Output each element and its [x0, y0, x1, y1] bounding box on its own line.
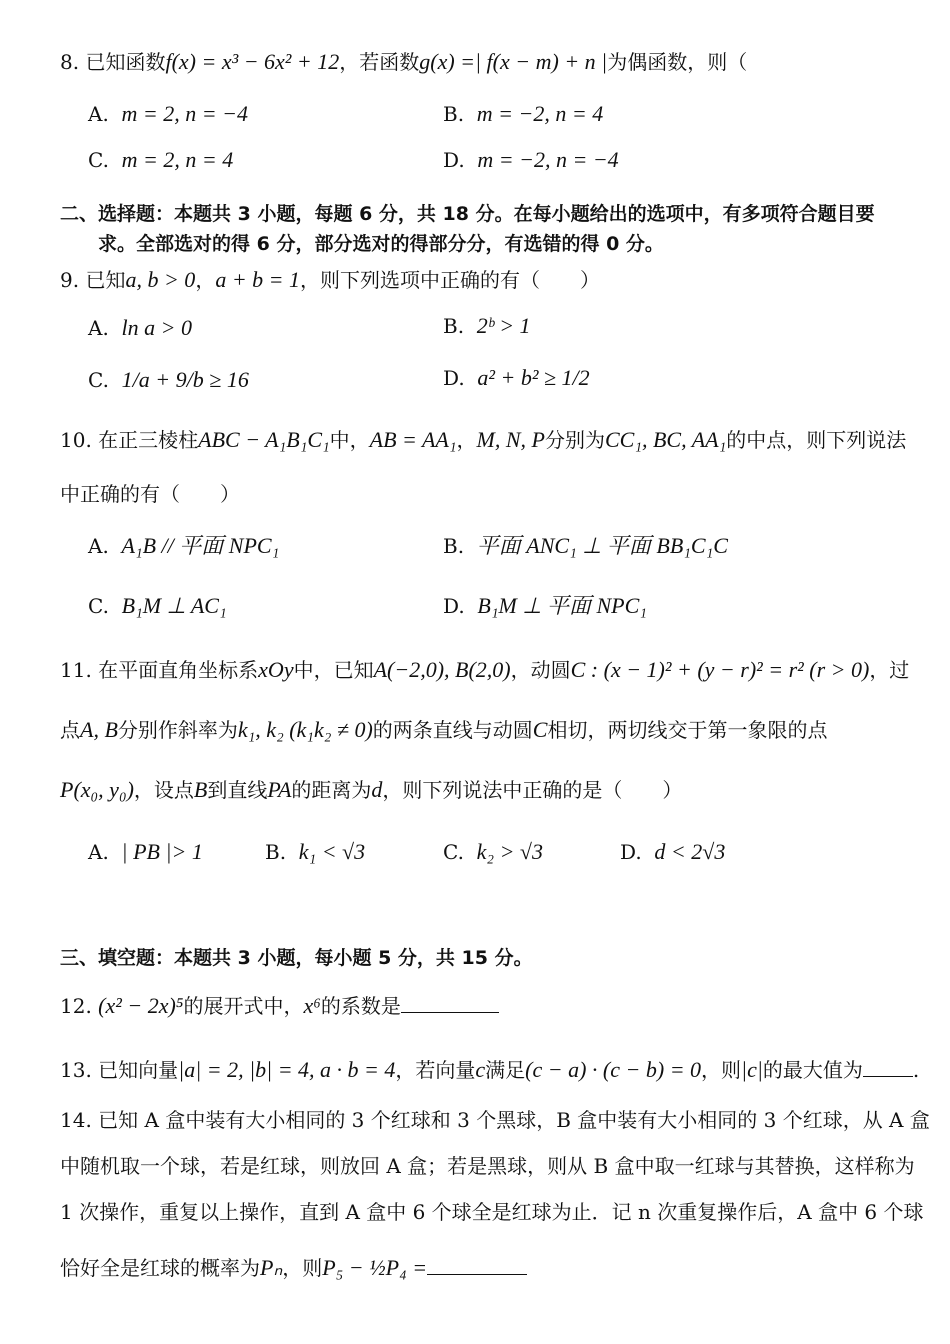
- option-value: B₁M ⊥ AC₁: [121, 593, 227, 618]
- q10-text: ，: [456, 428, 477, 452]
- q14-answer-blank[interactable]: [427, 1252, 527, 1275]
- q10-option-b: [443, 532, 728, 560]
- q11-text: 相切，两切线交于第一象限的点: [547, 718, 828, 742]
- q9-text: ，: [195, 268, 216, 292]
- section-2-heading-cont: 求。全部选对的得 6 分，部分选对的得部分分，有选错的得 0 分。: [98, 233, 664, 255]
- q10-midpoints: CC₁, BC, AA₁: [604, 427, 727, 452]
- option-value: m = −2, n = −4: [477, 147, 619, 172]
- question-10-stem: [60, 426, 906, 454]
- q8-function-f: f(x) = x³ − 6x² + 12: [165, 49, 340, 74]
- q13-text: ，若向量: [395, 1058, 476, 1082]
- q14-text: 已知 A 盒中装有大小相同的 3 个红球和 3 个黑球，B 盒中装有大小相同的 3 个红球，从 A 盒: [98, 1108, 930, 1132]
- option-value: | PB |> 1: [121, 839, 203, 864]
- q12-text: 的系数是: [320, 994, 401, 1018]
- option-value: d < 2√3: [654, 839, 726, 864]
- q11-number: 11.: [60, 658, 92, 682]
- q14-text: 恰好全是红球的概率为: [60, 1256, 260, 1280]
- option-value: 2ᵇ > 1: [476, 313, 531, 338]
- q8-option-d: [443, 146, 619, 174]
- q11-option-a: [88, 838, 203, 866]
- q14-text: ，则: [282, 1256, 323, 1280]
- q12-term: x⁶: [303, 993, 321, 1018]
- q10-text: 的中点，则下列说法: [726, 428, 907, 452]
- q10-text: 在正三棱柱: [98, 428, 199, 452]
- option-value: 平面 ANC₁ ⊥ 平面 BB₁C₁C: [476, 533, 728, 558]
- q13-text: ，则: [701, 1058, 742, 1082]
- q11-text: 到直线: [207, 778, 268, 802]
- q14-number: 14.: [60, 1108, 92, 1132]
- q11-text: ，过: [869, 658, 910, 682]
- question-8-stem: [60, 48, 747, 76]
- q12-text: 的展开式中，: [183, 994, 304, 1018]
- q11-option-b: [265, 838, 365, 866]
- q12-answer-blank[interactable]: [401, 990, 499, 1013]
- q8-option-a: [88, 100, 248, 128]
- q13-vector-c: c: [475, 1057, 486, 1082]
- q8-option-c: [88, 146, 233, 174]
- q11-text: 在平面直角坐标系: [98, 658, 259, 682]
- q13-given-vectors: |a| = 2, |b| = 4, a · b = 4: [178, 1057, 396, 1082]
- option-value: 1/a + 9/b ≥ 16: [121, 367, 249, 392]
- q13-number: 13.: [60, 1058, 92, 1082]
- q10-prism: ABC − A₁B₁C₁: [198, 427, 330, 452]
- q11-text: 点: [60, 718, 80, 742]
- q11-math: A, B: [80, 717, 118, 742]
- q10-number: 10.: [60, 428, 92, 452]
- option-label: C.: [88, 148, 109, 172]
- q10-text: 中，: [329, 428, 370, 452]
- q9-condition: a, b > 0: [125, 267, 196, 292]
- question-12-stem: [60, 990, 499, 1020]
- option-label: C.: [88, 368, 109, 392]
- q13-text: 的最大值为: [762, 1058, 863, 1082]
- q9-option-a: [88, 314, 192, 342]
- option-label: A.: [88, 102, 109, 126]
- q11-circle-equation: C : (x − 1)² + (y − r)² = r² (r > 0): [570, 657, 870, 682]
- q11-option-d: [620, 838, 725, 866]
- option-value: m = 2, n = −4: [121, 101, 248, 126]
- q11-math: d: [371, 777, 383, 802]
- q8-number: 8.: [60, 50, 80, 74]
- q8-text: 已知函数: [85, 50, 166, 74]
- q11-math: xOy: [258, 657, 294, 682]
- question-14-line4: [60, 1252, 527, 1282]
- q11-text: 的距离为: [291, 778, 372, 802]
- q9-option-b: [443, 312, 531, 340]
- option-label: C.: [443, 840, 464, 864]
- question-9-stem: [60, 266, 600, 294]
- q10-points: M, N, P: [476, 427, 545, 452]
- question-14-stem: [60, 1106, 930, 1134]
- q9-option-d: [443, 364, 590, 392]
- option-label: A.: [88, 316, 109, 340]
- q9-text: 已知: [85, 268, 126, 292]
- question-11-stem-line3: [60, 776, 682, 804]
- option-label: B.: [265, 840, 287, 864]
- q11-math: P(x₀, y₀): [60, 777, 134, 802]
- option-label: D.: [443, 148, 465, 172]
- q14-expression: P₅ − ½P₄ =: [322, 1255, 428, 1280]
- section-3-heading: 三、填空题：本题共 3 小题，每小题 5 分，共 15 分。: [60, 947, 533, 969]
- question-11-stem: [60, 656, 909, 684]
- q8-text: 为偶函数，则（: [607, 50, 748, 74]
- q11-math: B: [193, 777, 208, 802]
- option-value: m = 2, n = 4: [121, 147, 234, 172]
- question-11-stem-line2: [60, 716, 827, 744]
- question-14-line2: 中随机取一个球，若是红球，则放回 A 盒；若是黑球，则从 B 盒中取一红球与其替换，这样称为: [60, 1154, 915, 1178]
- q13-text: .: [912, 1058, 920, 1082]
- question-14-line3: 1 次操作，重复以上操作，直到 A 盒中 6 个球全是红球为止．记 n 次重复操作后，A 盒中 6 个球: [60, 1200, 924, 1224]
- q10-equation: AB = AA₁: [369, 427, 457, 452]
- q9-option-c: [88, 366, 249, 394]
- q11-math: PA: [267, 777, 292, 802]
- q11-option-c: [443, 838, 543, 866]
- option-label: A.: [88, 534, 109, 558]
- q11-text: 中，已知: [293, 658, 374, 682]
- option-label: B.: [443, 102, 465, 126]
- q10-text: 分别为: [544, 428, 605, 452]
- option-value: m = −2, n = 4: [476, 101, 604, 126]
- option-label: D.: [620, 840, 642, 864]
- option-label: A.: [88, 840, 109, 864]
- q13-condition: (c − a) · (c − b) = 0: [525, 1057, 702, 1082]
- q11-math: k₁, k₂ (k₁k₂ ≠ 0): [237, 717, 373, 742]
- q11-text: ，设点: [133, 778, 194, 802]
- q11-text: 的两条直线与动圆: [372, 718, 533, 742]
- q11-text: ，动圆: [510, 658, 571, 682]
- option-label: D.: [443, 594, 465, 618]
- q11-text: ，则下列说法中正确的是（ ）: [382, 778, 683, 802]
- section-2-heading: 二、选择题：本题共 3 小题，每题 6 分，共 18 分。在每小题给出的选项中，有多项符合题目要: [60, 203, 875, 225]
- option-value: a² + b² ≥ 1/2: [477, 365, 590, 390]
- option-value: k₂ > √3: [476, 839, 544, 864]
- q8-function-g: g(x) =| f(x − m) + n |: [419, 49, 608, 74]
- option-value: ln a > 0: [121, 315, 192, 340]
- q9-text: ，则下列选项中正确的有（ ）: [300, 268, 601, 292]
- q13-text: 满足: [485, 1058, 526, 1082]
- option-value: k₁ < √3: [298, 839, 366, 864]
- question-13-stem: [60, 1054, 919, 1084]
- q12-number: 12.: [60, 994, 92, 1018]
- q11-math: C: [532, 717, 548, 742]
- q11-math: A(−2,0), B(2,0): [373, 657, 511, 682]
- option-value: A₁B // 平面 NPC₁: [121, 533, 280, 558]
- question-10-stem-cont: 中正确的有（ ）: [60, 482, 240, 506]
- q9-condition: a + b = 1: [215, 267, 301, 292]
- q12-expression: (x² − 2x)⁵: [98, 993, 184, 1018]
- q11-text: 分别作斜率为: [117, 718, 238, 742]
- q10-option-c: [88, 592, 227, 620]
- option-label: B.: [443, 534, 465, 558]
- q8-text: ，若函数: [339, 50, 420, 74]
- q13-text: 已知向量: [98, 1058, 179, 1082]
- q8-option-b: [443, 100, 603, 128]
- option-label: B.: [443, 314, 465, 338]
- q14-pn: Pₙ: [260, 1255, 283, 1280]
- q13-answer-blank[interactable]: [863, 1054, 913, 1077]
- q10-option-a: [88, 532, 279, 560]
- q13-abs-c: |c|: [741, 1057, 763, 1082]
- q9-number: 9.: [60, 268, 80, 292]
- option-value: B₁M ⊥ 平面 NPC₁: [477, 593, 647, 618]
- option-label: C.: [88, 594, 109, 618]
- option-label: D.: [443, 366, 465, 390]
- q10-option-d: [443, 592, 647, 620]
